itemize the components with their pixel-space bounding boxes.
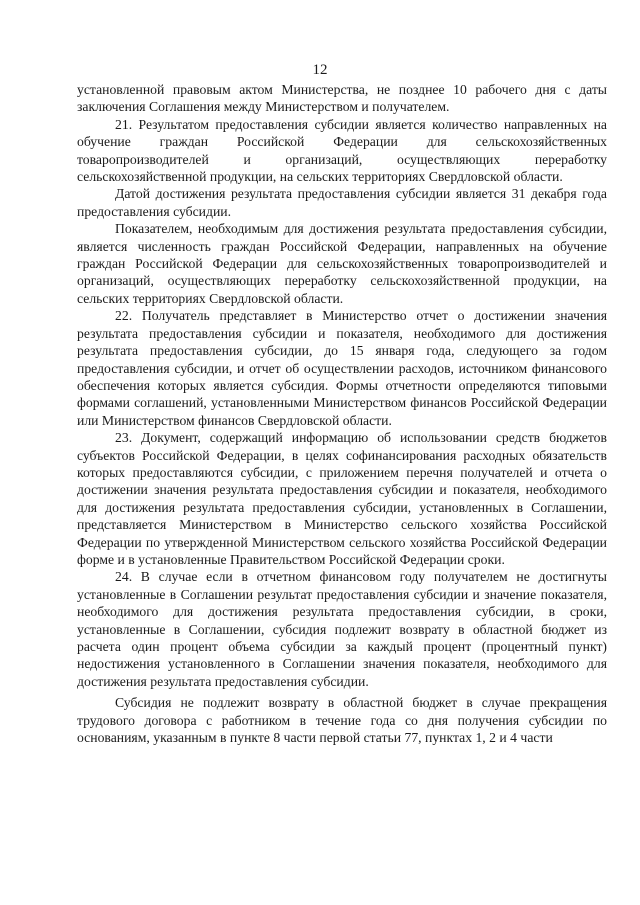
paragraph-item-22: 22. Получатель представляет в Министерство отчет о достижении значения результата предоставления субсидии и показателя, необходимого для достижения результата предоставления субсидии, до 15 января года, следующего за годом предоставления субсидии, и отчет об осуществлении расходов, источником финансового обеспечения которых является субсидия. Формы отчетности определяются типовыми формами соглашений, установленными Министерством финансов Российской Федерации или Министерством финансов Свердловской области. <box>77 308 607 428</box>
document-body <box>77 81 607 746</box>
paragraph-no-return: Субсидия не подлежит возврату в областной бюджет в случае прекращения трудового договора с работником в течение года со дня получения субсидии по основаниям, указанным в пункте 8 части первой статьи 77, пунктах 1, 2 и 4 части <box>77 695 607 746</box>
paragraph-continuation: установленной правовым актом Министерства, не позднее 10 рабочего дня с даты заключения Соглашения между Министерством и получателем. <box>77 82 607 115</box>
paragraph-item-21: 21. Результатом предоставления субсидии является количество направленных на обучение граждан Российской Федерации для сельскохозяйственных товаропроизводителей и организаций, осуществляющих переработку сельскохозяйственной продукции, на сельских территориях Свердловской области. <box>77 116 607 185</box>
paragraph-indicator: Показателем, необходимым для достижения результата предоставления субсидии, является численность граждан Российской Федерации, направленных на обучение граждан Российской Федерации для сельскохозяйственных товаропроизводителей и организаций, осуществляющих переработку сельскохозяйственной продукции, на сельских территориях Свердловской области. <box>77 221 607 306</box>
page-number: 12 <box>312 62 328 78</box>
paragraph-item-24: 24. В случае если в отчетном финансовом году получателем не достигнуты установленные в Соглашении результат предоставления субсидии и значение показателя, необходимого для достижения результата предоставления субсидии, в сроки, установленные в Соглашении, субсидия подлежит возврату в областной бюджет из расчета один процент объема субсидии за каждый процент (процентный пункт) недостижения установленного в Соглашении значения показателя, необходимого для достижения результата предоставления субсидии. <box>77 569 607 689</box>
paragraph-item-23: 23. Документ, содержащий информацию об использовании средств бюджетов субъектов Российской Федерации, в целях софинансирования расходных обязательств которых предоставляются субсидии, с приложением перечня получателей и отчета о достижении значения результата предоставления субсидии и показателя, необходимого для достижения результата предоставления субсидии, установленных в Соглашении, представляется Министерством в Министерство сельского хозяйства Российской Федерации по утвержденной Министерством сельского хозяйства Российской Федерации форме и в установленные Правительством Российской Федерации сроки. <box>77 430 607 567</box>
paragraph-result-date: Датой достижения результата предоставления субсидии является 31 декабря года предоставления субсидии. <box>77 186 607 219</box>
